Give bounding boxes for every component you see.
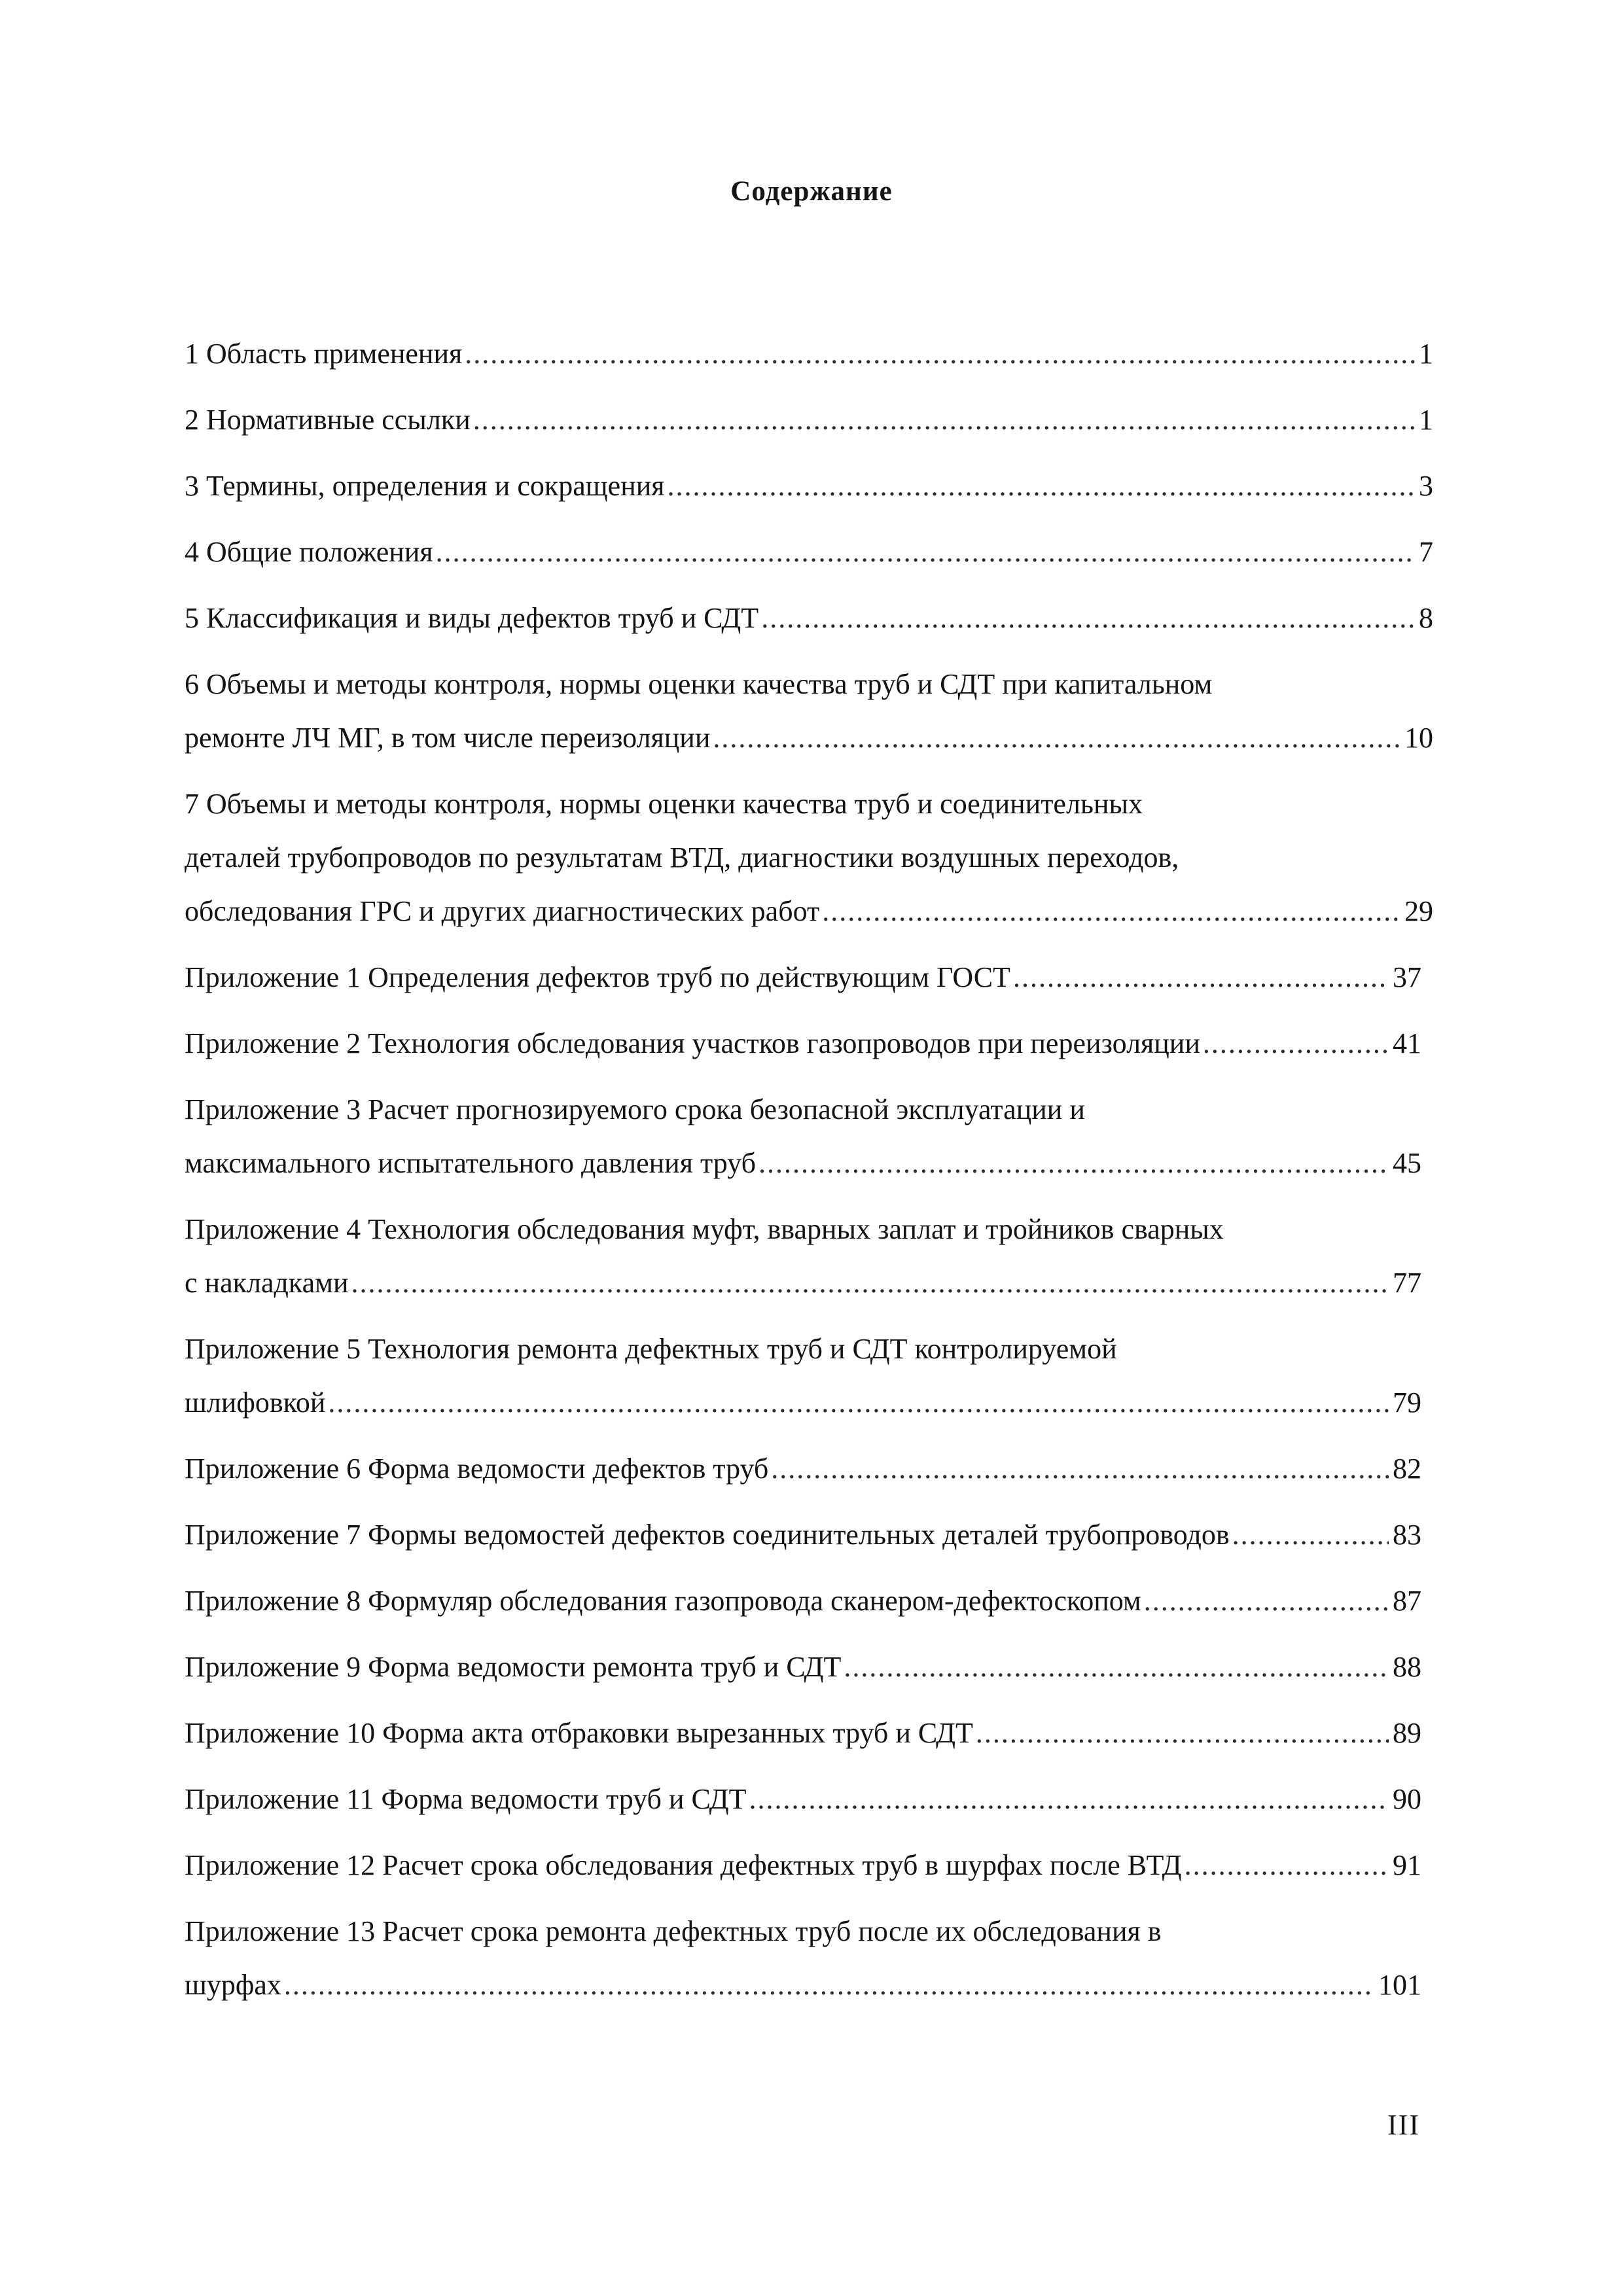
toc-entry-text-line: Приложение 13 Расчет срока ремонта дефектных труб после их обследования в [185,1915,1162,1947]
toc-entry-last-line [185,592,1433,645]
toc-entry-last-line [185,951,1421,1004]
toc-entry-title: Приложение 7 Формы ведомостей дефектов соединительных деталей трубопроводов [185,1519,1230,1551]
toc-entry-page-number: 1 [1419,338,1433,370]
toc-entry-last-line [185,393,1433,447]
toc-entry-page-number: 79 [1393,1386,1421,1419]
dot-leader [465,327,1415,381]
toc-entry[interactable] [185,1706,1421,1760]
toc-entry-last-line [185,1640,1421,1694]
toc-entry[interactable] [185,1574,1421,1628]
toc-entry-title: Приложение 8 Формуляр обследования газопровода сканером-дефектоскопом [185,1585,1141,1617]
dot-leader [1185,1839,1389,1892]
toc-entry-page-number: 7 [1419,536,1433,568]
toc-entry[interactable] [185,951,1421,1004]
toc-entry-page-number: 82 [1393,1453,1421,1485]
toc-entry-last-line [185,711,1433,765]
toc-entry[interactable] [185,1773,1421,1826]
toc-entry-page-number: 91 [1393,1849,1421,1881]
toc-entry[interactable] [185,1083,1421,1190]
dot-leader [761,592,1415,645]
toc-entry-title: Приложение 11 Форма ведомости труб и СДТ [185,1783,747,1815]
toc-entry[interactable] [185,658,1433,765]
dot-leader [436,525,1415,579]
toc-entry-page-number: 41 [1393,1027,1421,1059]
toc-entry-title: 1 Область применения [185,338,463,370]
toc-entry[interactable] [185,592,1433,645]
dot-leader [822,885,1400,938]
toc-entry-text-line: деталей трубопроводов по результатам ВТД, диагностики воздушных переходов, [185,841,1179,874]
dot-leader [1232,1508,1389,1562]
toc-entry-title: 2 Нормативные ссылки [185,404,471,436]
dot-leader [1203,1017,1389,1070]
toc-entry[interactable] [185,1017,1421,1070]
toc-entry-page-number: 45 [1393,1147,1421,1179]
toc-entry-page-number: 87 [1393,1585,1421,1617]
toc-entry[interactable] [185,1442,1421,1496]
toc-entry-last-line [185,1574,1421,1628]
toc-entry-last-line [185,1839,1421,1892]
toc-entry-page-number: 101 [1378,1969,1421,2001]
toc-entry[interactable] [185,1640,1421,1694]
dot-leader [844,1640,1389,1694]
toc-entry-title: Приложение 12 Расчет срока обследования дефектных труб в шурфах после ВТД [185,1849,1182,1881]
toc-entry-last-line [185,1706,1421,1760]
toc-entry[interactable] [185,1905,1421,2012]
toc-list [185,327,1433,2024]
toc-entry[interactable] [185,525,1433,579]
toc-entry-last-line [185,1017,1421,1070]
dot-leader [749,1773,1389,1826]
dot-leader [713,711,1400,765]
toc-entry-last-line [185,327,1433,381]
dot-leader [284,1958,1374,2012]
toc-entry-last-line [185,459,1433,513]
toc-entry-last-line [185,1256,1421,1310]
dot-leader [351,1256,1389,1310]
toc-entry-page-number: 29 [1404,895,1433,927]
toc-entry-last-line [185,1137,1421,1190]
toc-entry-text-line: Приложение 5 Технология ремонта дефектных труб и СДТ контролируемой [185,1333,1117,1365]
toc-entry-page-number: 90 [1393,1783,1421,1815]
toc-entry-last-line [185,1773,1421,1826]
toc-entry[interactable] [185,777,1433,938]
toc-entry-text-line: Приложение 4 Технология обследования муфт, вварных заплат и тройников сварных [185,1213,1224,1245]
toc-entry[interactable] [185,1508,1421,1562]
toc-entry-title: ремонте ЛЧ МГ, в том числе переизоляции [185,722,711,754]
dot-leader [1144,1574,1389,1628]
toc-entry-text-line: 7 Объемы и методы контроля, нормы оценки качества труб и соединительных [185,788,1143,820]
dot-leader [771,1442,1389,1496]
toc-entry-title: 3 Термины, определения и сокращения [185,470,665,502]
toc-entry-last-line [185,1376,1421,1430]
dot-leader [473,393,1415,447]
toc-entry-last-line [185,885,1433,938]
toc-entry-page-number: 1 [1419,404,1433,436]
page-number: III [1387,2109,1420,2141]
toc-entry-text-line: 6 Объемы и методы контроля, нормы оценки качества труб и СДТ при капитальном [185,668,1213,700]
toc-entry-title: Приложение 9 Форма ведомости ремонта труб и СДТ [185,1651,842,1683]
toc-entry[interactable] [185,459,1433,513]
toc-entry-title: Приложение 6 Форма ведомости дефектов труб [185,1453,769,1485]
toc-entry-title: Приложение 10 Форма акта отбраковки вырезанных труб и СДТ [185,1717,973,1749]
dot-leader [328,1376,1389,1430]
toc-entry[interactable] [185,393,1433,447]
dot-leader [1013,951,1389,1004]
toc-entry[interactable] [185,327,1433,381]
toc-entry-title: шлифовкой [185,1386,326,1419]
toc-entry-title: обследования ГРС и других диагностических работ [185,895,820,927]
toc-entry-title: 4 Общие положения [185,536,433,568]
dot-leader [976,1706,1389,1760]
toc-entry-page-number: 8 [1419,602,1433,634]
toc-entry[interactable] [185,1839,1421,1892]
toc-entry[interactable] [185,1203,1421,1310]
toc-entry-last-line [185,1508,1421,1562]
toc-entry-title: шурфах [185,1969,281,2001]
toc-entry-title: с накладками [185,1267,349,1299]
toc-entry-title: максимального испытательного давления труб [185,1147,756,1179]
toc-entry-title: 5 Классификация и виды дефектов труб и СДТ [185,602,759,634]
toc-entry-last-line [185,1442,1421,1496]
toc-entry-last-line [185,525,1433,579]
toc-entry-page-number: 83 [1393,1519,1421,1551]
toc-entry[interactable] [185,1322,1421,1430]
toc-entry-page-number: 37 [1393,961,1421,993]
toc-entry-page-number: 89 [1393,1717,1421,1749]
toc-entry-page-number: 88 [1393,1651,1421,1683]
toc-entry-text-line: Приложение 3 Расчет прогнозируемого срока безопасной эксплуатации и [185,1093,1085,1125]
toc-entry-page-number: 3 [1419,470,1433,502]
toc-entry-page-number: 77 [1393,1267,1421,1299]
toc-title: Содержание [730,176,893,207]
toc-entry-last-line [185,1958,1421,2012]
dot-leader [668,459,1415,513]
toc-entry-title: Приложение 2 Технология обследования участков газопроводов при переизоляции [185,1027,1200,1059]
toc-entry-title: Приложение 1 Определения дефектов труб по действующим ГОСТ [185,961,1010,993]
toc-entry-page-number: 10 [1404,722,1433,754]
dot-leader [758,1137,1389,1190]
